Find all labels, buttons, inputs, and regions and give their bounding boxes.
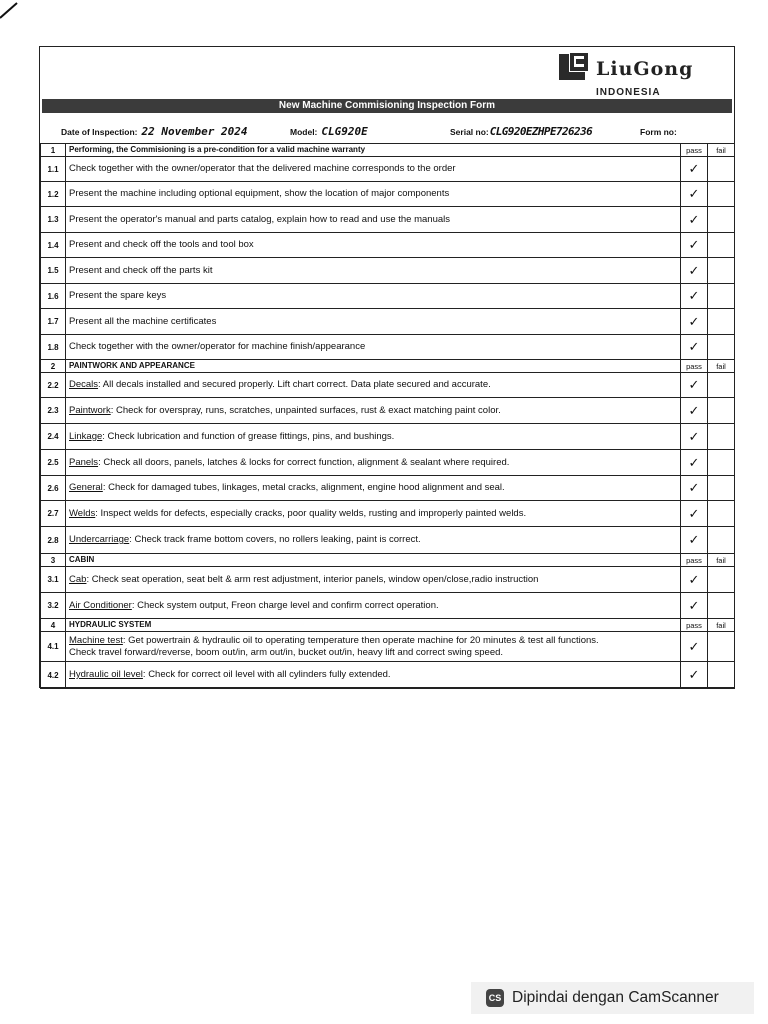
checklist-row [41,284,735,309]
item-text: Present and check off the parts kit [69,264,213,276]
item-number: 2.5 [41,450,66,476]
fail-cell [708,527,735,554]
fail-cell [708,233,735,258]
checkmark-icon: ✓ [688,533,700,548]
section-title: PAINTWORK AND APPEARANCE [66,360,681,373]
checklist-row [41,450,735,476]
item-text: : Check for overspray, runs, scratches, unpainted surfaces, rust & exact matching paint color. [110,404,501,416]
formno-field [640,125,681,138]
fail-cell [708,309,735,335]
checklist-row [41,233,735,258]
checkmark-icon: ✓ [688,639,700,655]
inspection-form [39,46,735,688]
item-text: Check together with the owner/operator that the delivered machine corresponds to the order [69,163,456,174]
item-description [66,182,681,207]
checkmark-icon: ✓ [688,403,700,419]
scanner-watermark [471,982,754,1014]
item-number: 4.2 [41,662,66,689]
item-description [66,527,681,554]
item-description [66,373,681,398]
serial-label: Serial no: [450,127,489,137]
checkmark-icon: ✓ [688,212,700,228]
item-description [66,593,681,619]
checkmark-icon: ✓ [688,340,700,355]
item-number: 1.1 [41,157,66,182]
pass-cell [681,476,708,501]
item-text: Check together with the owner/operator for machine finish/appearance [69,341,366,352]
brand-country: INDONESIA [596,87,661,98]
pass-cell [681,309,708,335]
form-title: New Machine Commisioning Inspection Form [42,99,732,113]
fail-column-label: fail [708,144,735,157]
serial-value: CLG920EZHPE726236 [489,125,593,138]
camscanner-logo: CS [486,989,504,1007]
pass-column-label: pass [681,360,708,373]
item-description [66,632,681,662]
item-number: 2.7 [41,501,66,527]
fail-cell [708,632,735,662]
pass-cell [681,424,708,450]
checklist-row [41,157,735,182]
inspection-table [40,143,735,689]
item-text: Present the machine including optional equipment, show the location of major components [69,188,450,199]
section-title: CABIN [66,554,681,567]
fail-cell [708,450,735,476]
corner-stroke-mark [0,0,22,22]
section-number: 1 [41,144,66,157]
checklist-row [41,476,735,501]
fail-cell [708,424,735,450]
item-label: Cab [69,573,87,585]
checklist-row [41,373,735,398]
checklist-row [41,662,735,689]
item-description [66,450,681,476]
item-description [66,284,681,309]
item-label: General [69,482,103,493]
section-number: 2 [41,360,66,373]
fail-cell [708,398,735,424]
liugong-emblem-icon [558,53,588,83]
pass-cell [681,450,708,476]
fail-cell [708,567,735,593]
brand-logo [558,52,714,98]
checklist-row [41,424,735,450]
item-label: Decals [69,379,99,390]
checkmark-icon: ✓ [688,162,700,177]
date-label: Date of Inspection: [61,127,138,137]
item-text: Present the operator's manual and parts catalog, explain how to read and use the manuals [69,213,450,225]
pass-cell [681,632,708,662]
checkmark-icon: ✓ [688,429,700,445]
item-label: Linkage [69,430,103,442]
checkmark-icon: ✓ [688,598,700,614]
item-text: : Check track frame bottom covers, no rollers leaking, paint is correct. [129,534,421,545]
pass-cell [681,157,708,182]
section-header [41,619,735,632]
checklist-row [41,258,735,284]
fail-cell [708,157,735,182]
pass-column-label: pass [681,619,708,632]
item-description [66,258,681,284]
scanner-text: Dipindai dengan CamScanner [512,989,719,1006]
item-text: : Get powertrain & hydraulic oil to operating temperature then operate machine for 20 minutes & test all functions. [122,634,599,646]
section-header [41,360,735,373]
fail-cell [708,662,735,689]
item-text: : Check lubrication and function of grease fittings, pins, and bushings. [102,430,395,442]
checklist-row [41,207,735,233]
item-number: 3.1 [41,567,66,593]
fail-cell [708,593,735,619]
item-description [66,233,681,258]
item-description [66,335,681,360]
pass-cell [681,567,708,593]
checkmark-icon: ✓ [688,289,700,304]
pass-cell [681,501,708,527]
pass-column-label: pass [681,554,708,567]
fail-cell [708,335,735,360]
item-label: Paintwork [69,404,111,416]
fail-cell [708,207,735,233]
item-description [66,157,681,182]
item-number: 4.1 [41,632,66,662]
pass-cell [681,284,708,309]
model-field [290,125,368,138]
fail-cell [708,476,735,501]
checklist-row [41,501,735,527]
item-description [66,662,681,689]
fail-column-label: fail [708,554,735,567]
item-text: Present all the machine certificates [69,315,217,327]
item-number: 1.7 [41,309,66,335]
item-text-line2: Check travel forward/reverse, boom out/in, arm out/in, bucket out/in, heavy lift and correct swing speed. [69,646,504,658]
checklist-row [41,567,735,593]
item-text: : Check seat operation, seat belt & arm rest adjustment, interior panels, window open/close,radio instruction [86,573,539,585]
model-label: Model: [290,127,318,137]
pass-cell [681,662,708,689]
item-label: Undercarriage [69,534,130,545]
item-number: 1.2 [41,182,66,207]
item-number: 1.8 [41,335,66,360]
pass-cell [681,335,708,360]
item-number: 2.2 [41,373,66,398]
item-text: : Inspect welds for defects, especially cracks, poor quality welds, rusting and improperly painted welds. [95,507,527,519]
item-label: Panels [69,456,99,468]
checkmark-icon: ✓ [688,572,700,588]
fail-cell [708,258,735,284]
checkmark-icon: ✓ [688,263,700,279]
checkmark-icon: ✓ [688,238,700,253]
fail-column-label: fail [708,619,735,632]
serial-field [450,125,592,138]
fail-cell [708,284,735,309]
pass-cell [681,233,708,258]
item-description [66,424,681,450]
pass-cell [681,373,708,398]
pass-cell [681,182,708,207]
checklist-row [41,335,735,360]
pass-cell [681,207,708,233]
item-description [66,309,681,335]
checklist-row [41,182,735,207]
fail-cell [708,182,735,207]
item-description [66,476,681,501]
item-number: 1.5 [41,258,66,284]
section-number: 3 [41,554,66,567]
section-number: 4 [41,619,66,632]
item-text: Present and check off the tools and tool box [69,239,254,250]
checklist-row [41,593,735,619]
date-value: 22 November 2024 [141,125,248,138]
checkmark-icon: ✓ [688,314,700,330]
checkmark-icon: ✓ [688,187,700,202]
checklist-row [41,398,735,424]
item-number: 1.6 [41,284,66,309]
fail-cell [708,373,735,398]
item-text: : Check for damaged tubes, linkages, metal cracks, alignment, engine hood alignment and seal. [102,482,505,493]
item-number: 2.3 [41,398,66,424]
section-header [41,144,735,157]
date-field [61,125,247,138]
item-number: 2.8 [41,527,66,554]
checkmark-icon: ✓ [688,481,700,496]
section-header [41,554,735,567]
brand-name: LiuGong [596,58,694,80]
pass-column-label: pass [681,144,708,157]
checkmark-icon: ✓ [688,668,700,683]
item-number: 2.4 [41,424,66,450]
item-label: Machine test [69,634,123,646]
checkmark-icon: ✓ [688,378,700,393]
item-text: : Check system output, Freon charge level and confirm correct operation. [131,599,439,611]
fail-cell [708,501,735,527]
checkmark-icon: ✓ [688,455,700,471]
item-text: : Check for correct oil level with all cylinders fully extended. [142,669,391,680]
item-description [66,398,681,424]
item-description [66,207,681,233]
model-value: CLG920E [321,125,368,138]
pass-cell [681,258,708,284]
item-number: 1.3 [41,207,66,233]
checklist-row [41,527,735,554]
item-number: 2.6 [41,476,66,501]
item-label: Air Conditioner [69,599,132,611]
item-description [66,501,681,527]
checklist-row [41,309,735,335]
section-title: HYDRAULIC SYSTEM [66,619,681,632]
checkmark-icon: ✓ [688,506,700,522]
item-text: : Check all doors, panels, latches & locks for correct function, alignment & sealant where required. [98,456,510,468]
item-label: Hydraulic oil level [69,669,143,680]
pass-cell [681,593,708,619]
pass-cell [681,398,708,424]
formno-label: Form no: [640,127,677,137]
pass-cell [681,527,708,554]
item-text: Present the spare keys [69,290,167,301]
item-number: 1.4 [41,233,66,258]
item-number: 3.2 [41,593,66,619]
checklist-row [41,632,735,662]
item-label: Welds [69,507,96,519]
item-text: : All decals installed and secured properly. Lift chart correct. Data plate secured and accurate. [98,379,491,390]
section-title: Performing, the Commisioning is a pre-condition for a valid machine warranty [66,144,681,157]
fail-column-label: fail [708,360,735,373]
item-description [66,567,681,593]
